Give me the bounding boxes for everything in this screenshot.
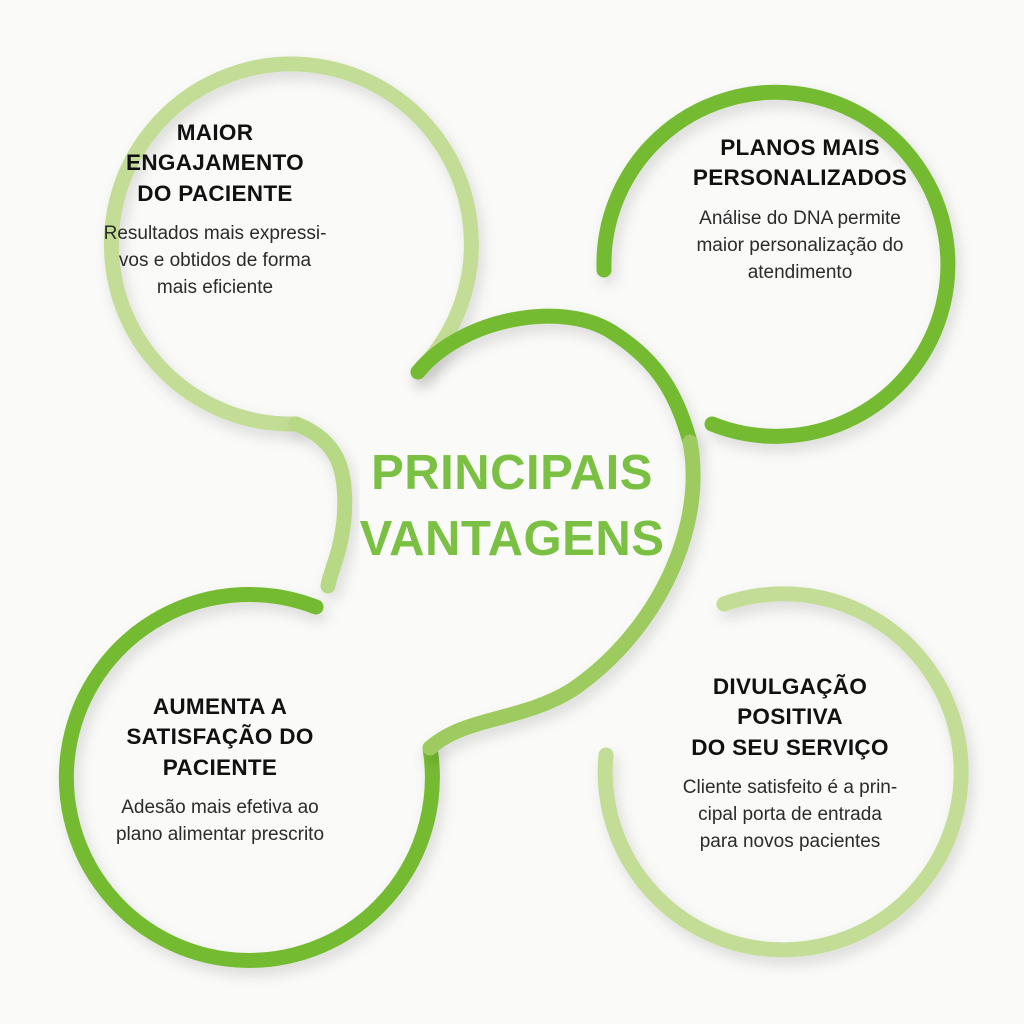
node-divulgacao-positiva-do-seu-servico	[625, 672, 955, 856]
node-title-line-1: DIVULGAÇÃO	[712, 674, 868, 699]
node-maior-engajamento-do-paciente	[50, 118, 380, 302]
node-title	[625, 672, 955, 763]
node-aumenta-a-satisfacao-do-paciente	[55, 692, 385, 849]
node-title-line-3: PACIENTE	[162, 754, 278, 780]
node-body-line-1: Resultados mais expressi-	[103, 223, 327, 245]
center-title-line-1: PRINCIPAIS	[371, 446, 653, 500]
node-body	[635, 206, 965, 287]
node-body-line-1: Cliente satisfeito é a prin-	[682, 777, 898, 799]
node-body-line-3: atendimento	[747, 261, 853, 283]
node-title-line-2: ENGAJAMENTO	[126, 150, 304, 176]
node-body-line-2: vos e obtidos de forma	[118, 250, 312, 272]
center-title-line-2: VANTAGENS	[359, 512, 665, 567]
node-body-line-2: maior personalização do	[696, 234, 904, 256]
node-title	[50, 118, 380, 209]
node-title-line-2: SATISFAÇÃO DO	[126, 724, 314, 750]
node-title-line-2: PERSONALIZADOS	[692, 165, 908, 191]
node-body	[55, 795, 385, 849]
center-connector-top	[418, 316, 690, 442]
node-planos-mais-personalizados	[635, 133, 965, 287]
node-title-line-1: AUMENTA A	[152, 694, 288, 719]
node-title-line-2: POSITIVA	[737, 704, 843, 730]
node-body-line-2: cipal porta de entrada	[698, 804, 882, 826]
node-title-line-1: MAIOR	[176, 120, 254, 145]
node-body	[625, 775, 955, 856]
node-title	[635, 133, 965, 194]
node-title-line-3: DO PACIENTE	[137, 180, 293, 206]
node-body-line-3: para novos pacientes	[699, 831, 881, 853]
node-title-line-3: DO SEU SERVIÇO	[691, 734, 889, 760]
node-body-line-1: Adesão mais efetiva ao	[121, 797, 319, 819]
node-body	[50, 221, 380, 302]
node-body-line-2: plano alimentar prescrito	[115, 824, 325, 846]
node-title-line-1: PLANOS MAIS	[720, 135, 880, 160]
node-body-line-1: Análise do DNA permite	[699, 207, 901, 229]
node-body-line-3: mais eficiente	[156, 277, 274, 299]
center-title	[312, 440, 712, 572]
node-title	[55, 692, 385, 783]
